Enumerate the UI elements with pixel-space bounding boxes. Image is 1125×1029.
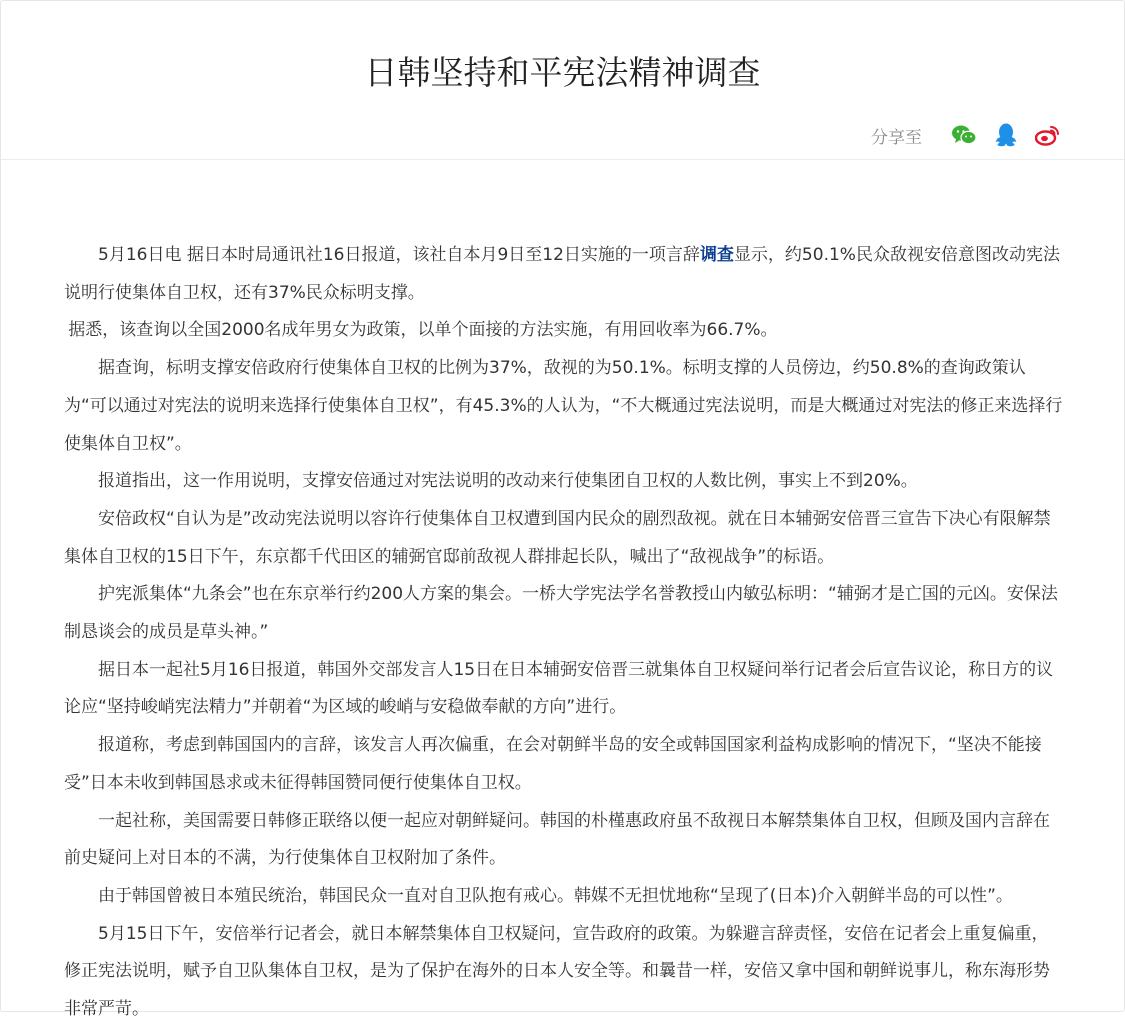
keyword-link-survey[interactable]: 调查 [699, 245, 734, 265]
share-bar [871, 121, 1062, 149]
qq-icon[interactable] [992, 121, 1020, 149]
paragraph: 护宪派集体“九条会”也在东京举行约200人方案的集会。一桥大学宪法学名誉教授山内敏弘标明：“辅弼才是亡国的元凶。安保法制恳谈会的成员是草头神。” [64, 584, 1058, 643]
paragraph: 由于韩国曾被日本殖民统治，韩国民众一直对自卫队抱有戒心。韩媒不无担忧地称“呈现了(日本)介入朝鲜半岛的可以性”。 [98, 885, 1013, 906]
weibo-icon[interactable] [1034, 121, 1062, 149]
paragraph-text: 显示，约50.1%民众敌视安倍意图改动宪法说明行使集体自卫权，还有37%民众标明支撑。 [64, 245, 1060, 303]
paragraph: 据日本一起社5月16日报道，韩国外交部发言人15日在日本辅弼安倍晋三就集体自卫权疑问举行记者会后宣告议论，称日方的议论应“坚持峻峭宪法精力”并朝着“为区域的峻峭与安稳做奉献的方向”进行。 [64, 659, 1054, 718]
article-header [1, 1, 1124, 160]
paragraph [64, 237, 1064, 312]
paragraph: 5月15日下午，安倍举行记者会，就日本解禁集体自卫权疑问，宣告政府的政策。为躲避言辞责怪，安倍在记者会上重复偏重，修正宪法说明，赋予自卫队集体自卫权，是为了保护在海外的日本人安全等。和曩昔一样，安倍又拿中国和朝鲜说事儿，称东海形势非常严苛。 [64, 923, 1050, 1020]
paragraph: 报道指出，这一作用说明，支撑安倍通过对宪法说明的改动来行使集团自卫权的人数比例，事实上不到20%。 [98, 471, 918, 492]
paragraph-text: 5月16日电 据日本时局通讯社16日报道，该社自本月9日至12日实施的一项言辞 [98, 245, 700, 265]
paragraph: 据查询，标明支撑安倍政府行使集体自卫权的比例为37%，敌视的为50.1%。标明支撑的人员傍边，约50.8%的查询政策认为“可以通过对宪法的说明来选择行使集体自卫权”，有45.3%的人认为，“不大概通过宪法说明，而是大概通过对宪法的修正来选择行使集体自卫权”。 [64, 358, 1063, 454]
paragraph: 一起社称，美国需要日韩修正联络以便一起应对朝鲜疑问。韩国的朴槿惠政府虽不敌视日本解禁集体自卫权，但顾及国内言辞在前史疑问上对日本的不满，为行使集体自卫权附加了条件。 [64, 810, 1050, 869]
article-body [64, 237, 1064, 1029]
article-title: 日韩坚持和平宪法精神调查 [364, 53, 761, 92]
paragraph: 据悉，该查询以全国2000名成年男女为政策，以单个面接的方法实施，有用回收率为66.7%。 [68, 320, 778, 341]
share-label: 分享至 [871, 127, 922, 148]
paragraph: 报道称，考虑到韩国国内的言辞，该发言人再次偏重，在会对朝鲜半岛的安全或韩国国家利益构成影响的情况下，“坚决不能接受”日本未收到韩国恳求或未征得韩国赞同便行使集体自卫权。 [64, 735, 1042, 793]
paragraph: 安倍政权“自认为是”改动宪法说明以容许行使集体自卫权遭到国内民众的剧烈敌视。就在日本辅弼安倍晋三宣告下决心有限解禁集体自卫权的15日下午，东京都千代田区的辅弼官邸前敌视人群排起长队，喊出了“敌视战争”的标语。 [64, 508, 1051, 567]
wechat-icon[interactable] [950, 121, 978, 149]
